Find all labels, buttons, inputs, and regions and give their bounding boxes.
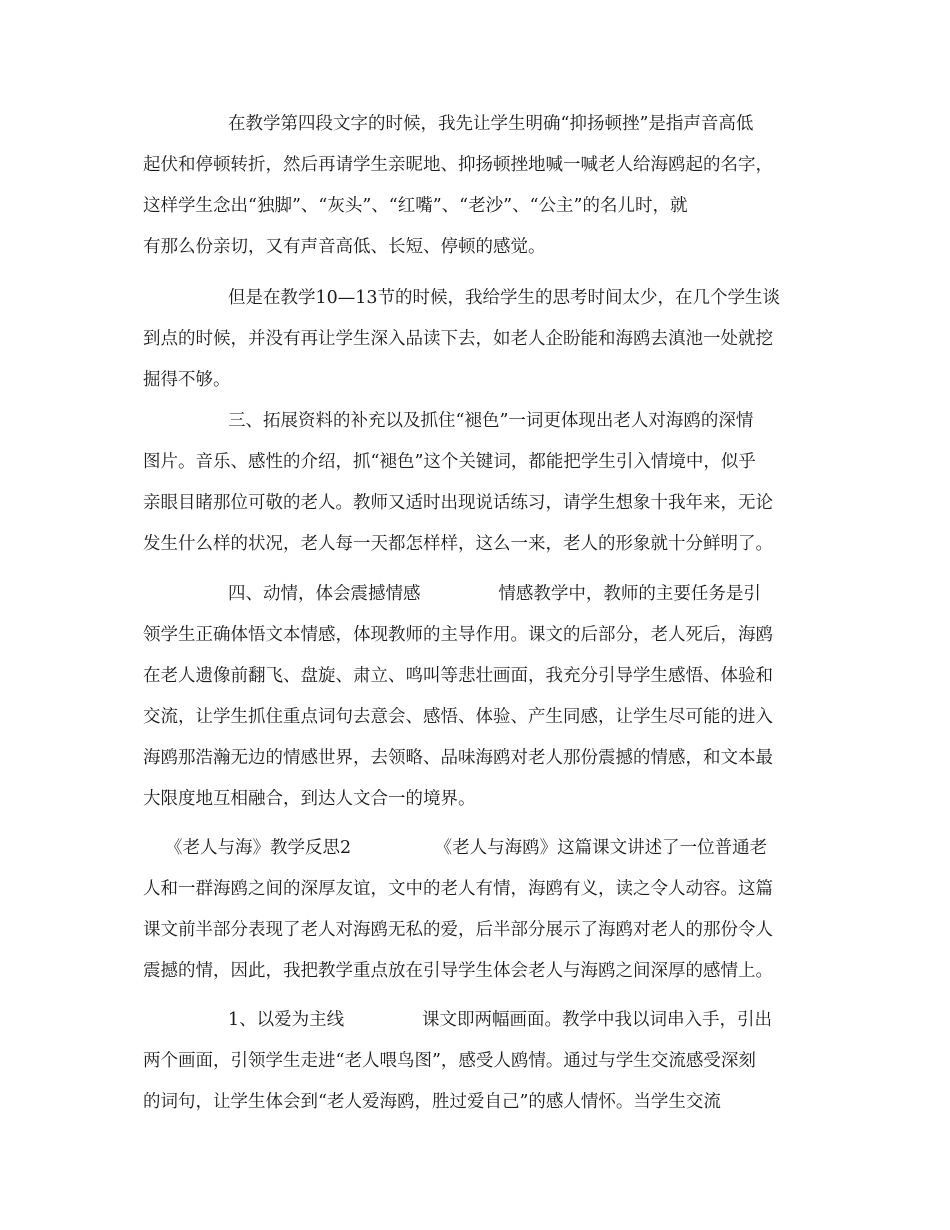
- text-line: 这样学生念出“独脚”、“灰头”、“红嘴”、“老沙”、“公主”的名儿时，就: [143, 196, 688, 216]
- text-line: 三、拓展资料的补充以及抓住“褪色”一词更体现出老人对海鸥的深情: [228, 411, 754, 431]
- text-line: 到点的时候，并没有再让学生深入品读下去，如老人企盼能和海鸥去滇池一处就挖: [143, 329, 773, 349]
- text-line: 图片。音乐、感性的介绍，抓“褪色”这个关键词，都能把学生引入情境中，似乎: [143, 452, 756, 472]
- text-line: 亲眼目睹那位可敬的老人。教师又适时出现说话练习，请学生想象十我年来，无论: [143, 493, 773, 513]
- text-line: 《老人与海》教学反思2 《老人与海鸥》这篇课文讲述了一位普通老: [165, 838, 768, 858]
- text-line: 领学生正确体悟文本情感，体现教师的主导作用。课文的后部分，老人死后，海鸥: [143, 625, 773, 645]
- text-line: 大限度地互相融合，到达人文合一的境界。: [143, 789, 476, 809]
- text-line: 两个画面，引领学生走进“老人喂鸟图”，感受人鸥情。通过与学生交流感受深刻: [143, 1051, 756, 1071]
- text-line: 发生什么样的状况，老人每一天都怎样样，这么一来，老人的形象就十分鲜明了。: [143, 534, 773, 554]
- text-line: 的词句，让学生体会到“老人爱海鸥，胜过爱自己”的感人情怀。当学生交流: [143, 1092, 721, 1112]
- text-line: 震撼的情，因此，我把教学重点放在引导学生体会老人与海鸥之间深厚的感情上。: [143, 961, 773, 981]
- text-line: 有那么份亲切，又有声音高低、长短、停顿的感觉。: [143, 237, 546, 257]
- text-line: 起伏和停顿转折，然后再请学生亲昵地、抑扬顿挫地喊一喊老人给海鸥起的名字，: [143, 155, 773, 175]
- text-line: 掘得不够。: [143, 370, 231, 390]
- text-line: 在教学第四段文字的时候，我先让学生明确“抑扬顿挫”是指声音高低: [228, 114, 754, 134]
- text-line: 在老人遗像前翻飞、盘旋、肃立、鸣叫等悲壮画面，我充分引导学生感悟、体验和: [143, 666, 773, 686]
- text-line: 但是在教学10—13节的时候，我给学生的思考时间太少，在几个学生谈: [228, 288, 781, 308]
- text-line: 交流，让学生抓住重点词句去意会、感悟、体验、产生同感，让学生尽可能的进入: [143, 707, 773, 727]
- text-line: 人和一群海鸥之间的深厚友谊，文中的老人有情，海鸥有义，读之令人动容。这篇: [143, 879, 773, 899]
- text-line: 海鸥那浩瀚无边的情感世界，去领略、品味海鸥对老人那份震撼的情感，和文本最: [143, 748, 773, 768]
- text-line: 四、动情，体会震撼情感 情感教学中，教师的主要任务是引: [228, 584, 761, 604]
- text-line: 1、以爱为主线 课文即两幅画面。教学中我以词串入手，引出: [228, 1010, 773, 1030]
- text-line: 课文前半部分表现了老人对海鸥无私的爱，后半部分展示了海鸥对老人的那份令人: [143, 920, 773, 940]
